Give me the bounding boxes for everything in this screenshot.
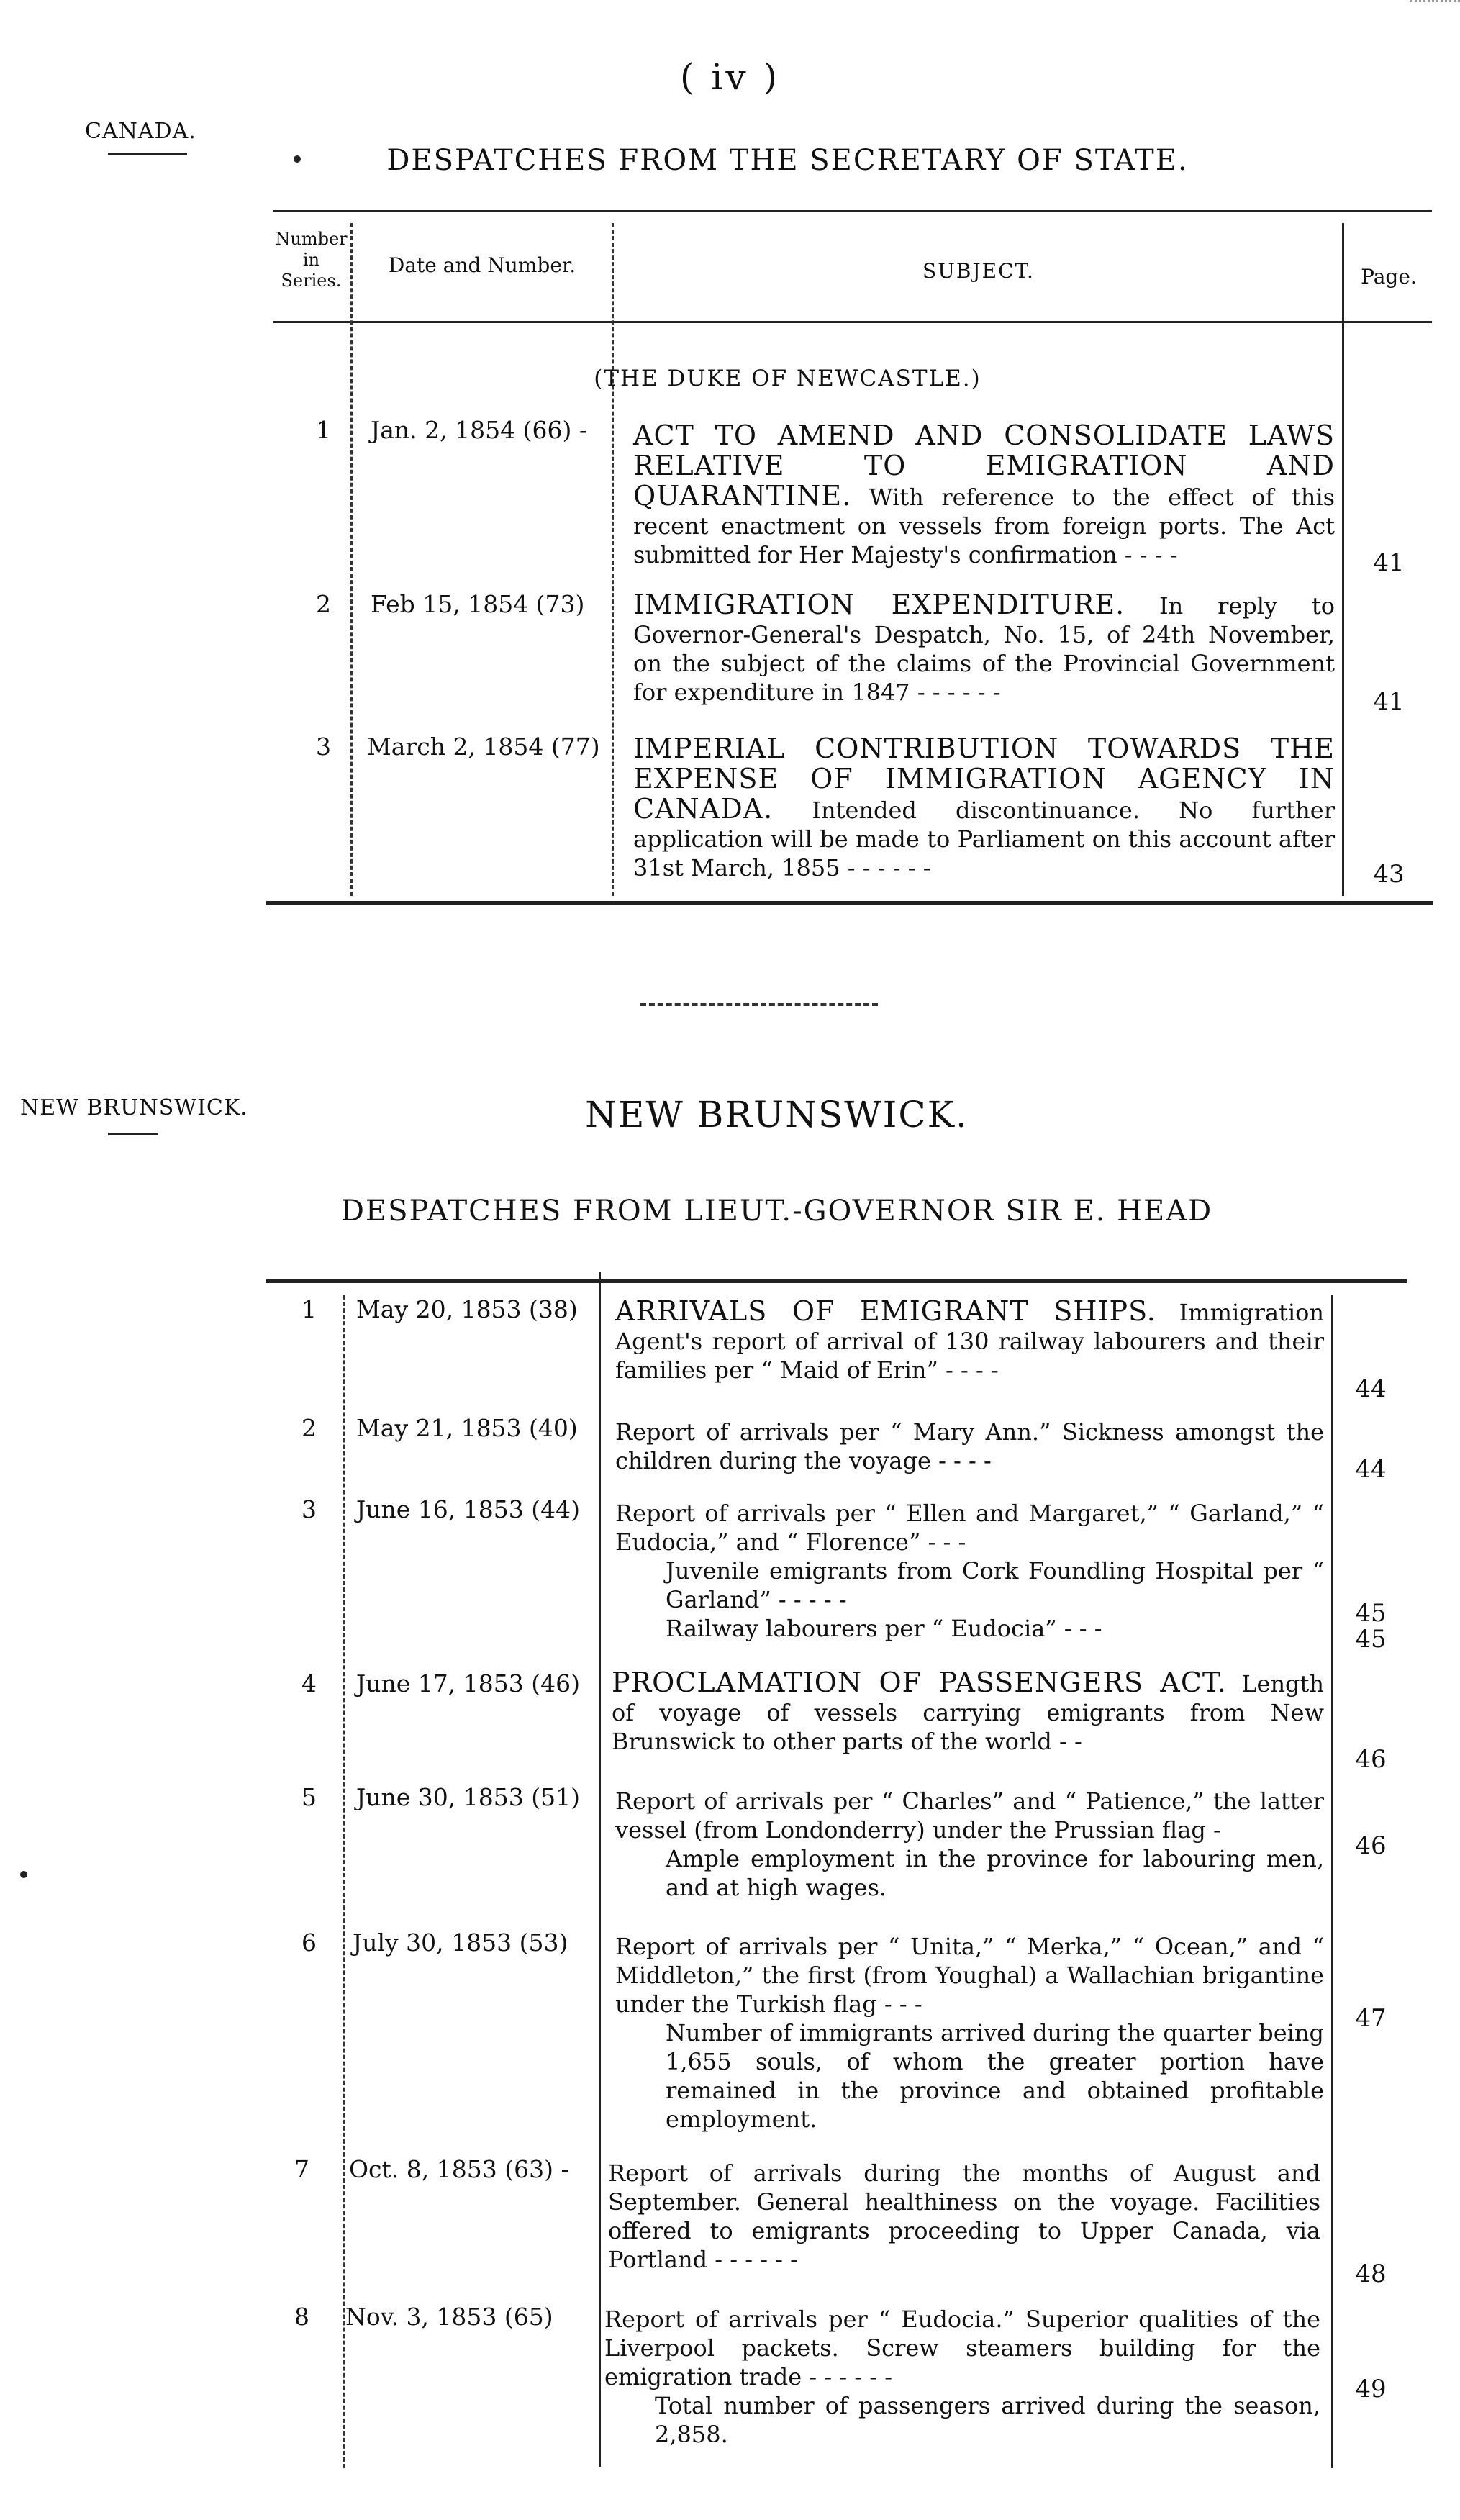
canada-row-2-page: 41 [1373,687,1405,716]
nb-row-5-number: 5 [301,1783,317,1811]
nb-row-3-number: 3 [301,1495,317,1523]
canada-row-3-number: 3 [316,733,331,761]
nb-row-6-sub-1: Number of immigrants arrived during the quarter being 1,655 souls, of whom the greater portion have remained in the province and obtained profitable employment. [666,2019,1324,2133]
nb-row-6-text: Report of arrivals per “ Unita,” “ Merka,” “ Ocean,” and “ Middleton,” the first (from Youghal) a Wallachian brigantine under the Turkish flag - - - [615,1933,1324,2018]
canada-row-1-date: Jan. 2, 1854 (66) - [371,416,587,444]
nb-row-7-number: 7 [294,2155,309,2183]
nb-row-7-date: Oct. 8, 1853 (63) - [349,2155,569,2183]
canada-table-top-rule [273,210,1432,212]
nb-row-7-text: Report of arrivals during the months of August and September. General healthiness on the voyage. Facilities offered to emigrants proceeding to Upper Canada, via Portland - - - - - - [608,2159,1320,2273]
col-head-date: Date and Number. [388,253,576,277]
nb-row-6-number: 6 [301,1928,317,1957]
nb-row-3-text: Report of arrivals per “ Ellen and Margaret,” “ Garland,” “ Eudocia,” and “ Florence” - - - [615,1500,1324,1556]
nb-col-divider-3 [1331,1295,1333,2468]
nb-row-5-text: Report of arrivals per “ Charles” and “ Patience,” the latter vessel (from Londonderry) under the Prussian flag - [615,1787,1324,1844]
nb-row-4-subject [612,1668,1324,1756]
canada-col-divider-2 [612,223,614,896]
nb-row-1-subject [615,1297,1324,1384]
canada-row-2-title: IMMIGRATION EXPENDITURE. [633,589,1125,620]
nb-row-3-subject [615,1499,1324,1643]
nb-row-8-sub-1: Total number of passengers arrived during the season, 2,858. [655,2392,1320,2448]
nb-row-7-page: 48 [1355,2260,1387,2288]
nb-row-4-number: 4 [301,1669,317,1698]
canada-row-1-number: 1 [316,416,331,444]
section-separator [640,1003,878,1006]
nb-col-divider-2 [599,1272,601,2467]
nb-row-4-text: Length of voyage of vessels carrying emigrants from New Brunswick to other parts of the world - - [612,1670,1324,1755]
canada-table-bottom-rule [266,901,1433,905]
nb-row-6-subject [615,1932,1324,2134]
nb-row-6-page: 47 [1355,2004,1387,2033]
nb-row-3-date: June 16, 1853 (44) [356,1495,580,1523]
canada-row-1-subject [633,421,1335,569]
new-brunswick-heading: DESPATCHES FROM LIEUT.-GOVERNOR SIR E. HEAD [340,1195,1213,1228]
canada-row-1-title: ACT TO AMEND AND CONSOLIDATE LAWS RELATIVE TO EMIGRATION AND QUARANTINE. [633,420,1335,512]
canada-row-2-text: In reply to Governor-General's Despatch, No. 15, of 24th November, on the subject of the claims of the Provincial Government for expenditure in 1847 - - - - - - [633,592,1335,706]
col-head-page: Page. [1361,265,1417,289]
nb-row-2-subject [615,1418,1324,1475]
canada-row-3-subject [633,734,1335,882]
margin-label-new-brunswick: NEW BRUNSWICK. [20,1095,248,1120]
nb-row-2-number: 2 [301,1414,317,1442]
canada-heading: DESPATCHES FROM THE SECRETARY OF STATE. [386,144,1189,177]
nb-row-4-page: 46 [1355,1745,1387,1774]
canada-header-rule [273,321,1432,323]
nb-row-5-sub-1: Ample employment in the province for labouring men, and at high wages. [666,1845,1324,1901]
nb-row-3-page: 45 [1355,1599,1387,1628]
nb-row-8-text: Report of arrivals per “ Eudocia.” Superior qualities of the Liverpool packets. Screw steamers building for the emigration trade - - - - - - [604,2306,1320,2390]
canada-sender: (THE DUKE OF NEWCASTLE.) [594,366,981,391]
page-number: ( iv ) [679,56,781,98]
canada-row-3-date: March 2, 1854 (77) [367,733,600,761]
canada-row-1-text: With reference to the effect of this recent enactment on vessels from foreign ports. The Act submitted for Her Majesty's confirmation - - - - [633,484,1336,568]
nb-row-1-number: 1 [301,1295,317,1323]
col-head-subject: SUBJECT. [922,259,1035,283]
nb-row-4-title: PROCLAMATION OF PASSENGERS ACT. [612,1667,1227,1698]
new-brunswick-title: NEW BRUNSWICK. [585,1094,969,1136]
nb-row-3-sub-1: Juvenile emigrants from Cork Foundling Hospital per “ Garland” - - - - - [666,1557,1324,1613]
canada-row-3-text: Intended discontinuance. No further application will be made to Parliament on this account after 31st March, 1855 - - - - - - [633,797,1336,881]
nb-row-8-page: 49 [1355,2375,1387,2403]
canada-row-3-title: IMPERIAL CONTRIBUTION TOWARDS THE EXPENSE OF IMMIGRATION AGENCY IN CANADA. [633,733,1335,825]
nb-row-5-date: June 30, 1853 (51) [356,1783,580,1811]
canada-col-divider-3 [1342,223,1344,896]
nb-row-1-page: 44 [1355,1374,1387,1403]
col-head-number: Number in Series. [275,229,348,291]
nb-row-8-date: Nov. 3, 1853 (65) [345,2303,553,2331]
canada-row-3-page: 43 [1373,860,1405,889]
nb-row-5-page: 46 [1355,1831,1387,1860]
nb-row-7-subject [608,2159,1320,2274]
nb-row-3-sub-2: Railway labourers per “ Eudocia” - - - [666,1615,1102,1642]
canada-row-2-subject [633,590,1335,707]
canada-row-2-number: 2 [316,590,331,618]
nb-row-6-date: July 30, 1853 (53) [353,1928,568,1957]
canada-row-2-date: Feb 15, 1854 (73) [371,590,585,618]
margin-dot [20,1871,27,1878]
nb-row-1-date: May 20, 1853 (38) [356,1295,578,1323]
margin-label-canada: CANADA. [85,119,196,144]
canada-row-1-page: 41 [1373,548,1405,577]
nb-row-2-page: 44 [1355,1455,1387,1484]
nb-row-1-text: Immigration Agent's report of arrival of 130 railway labourers and their families per “ Maid of Erin” - - - - [615,1299,1324,1384]
nb-row-2-text: Report of arrivals per “ Mary Ann.” Sickness amongst the children during the voyage - - - - [615,1418,1324,1474]
nb-row-1-title: ARRIVALS OF EMIGRANT SHIPS. [615,1295,1156,1327]
nb-table-top-rule [266,1279,1407,1283]
nb-row-8-subject [604,2305,1320,2449]
nb-row-5-subject [615,1787,1324,1902]
nb-row-2-date: May 21, 1853 (40) [356,1414,578,1442]
corner-mark [1410,0,1460,17]
nb-col-divider-1 [343,1295,345,2468]
nb-row-4-date: June 17, 1853 (46) [356,1669,580,1698]
canada-col-divider-1 [350,223,353,896]
nb-row-3-page-2: 45 [1355,1625,1387,1654]
nb-row-8-number: 8 [294,2303,309,2331]
